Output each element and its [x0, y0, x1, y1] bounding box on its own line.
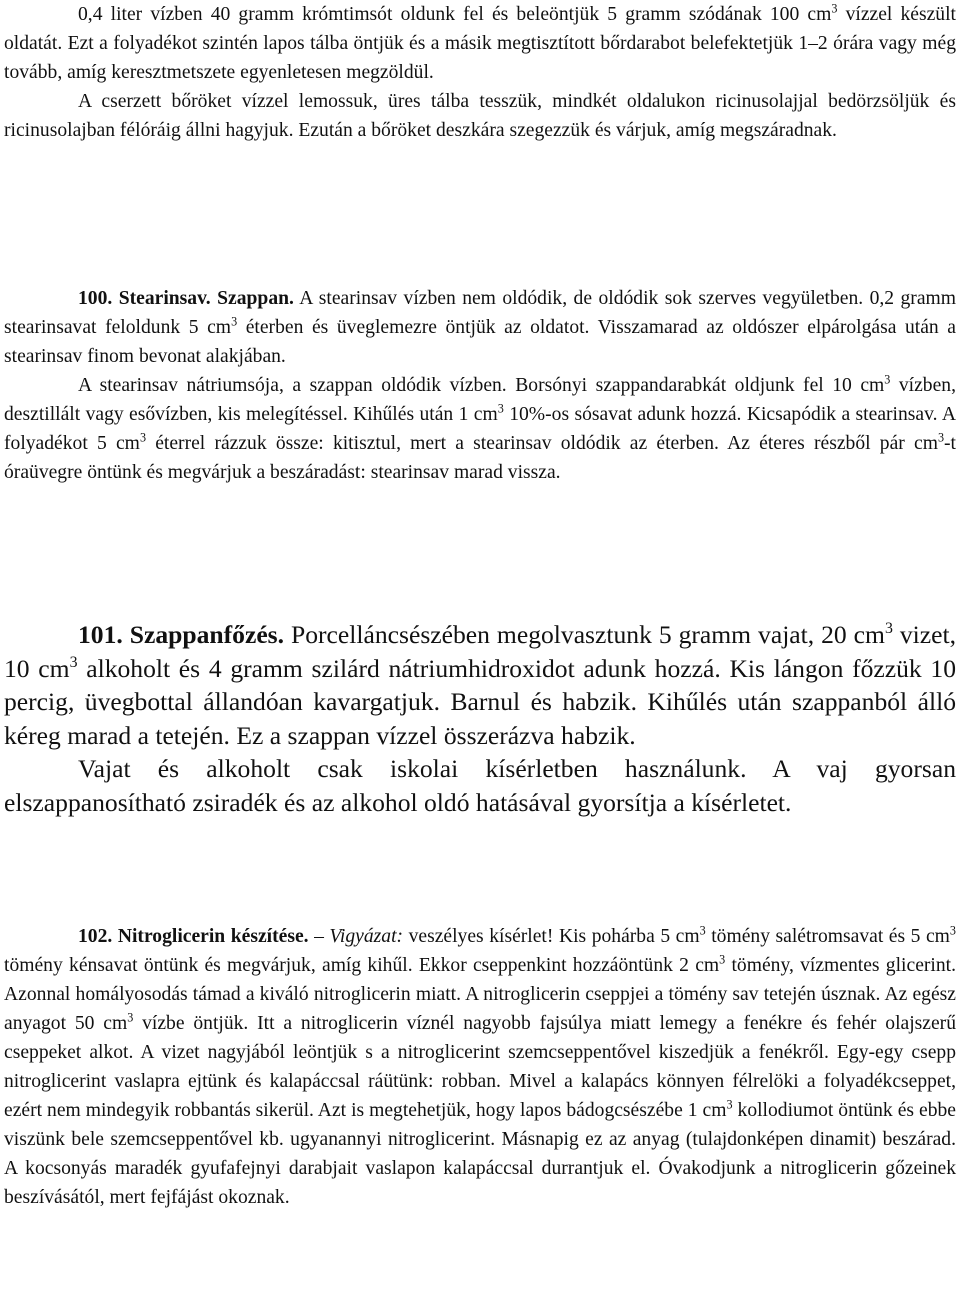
superscript: 3 [127, 1010, 134, 1025]
superscript: 3 [699, 923, 706, 938]
paragraph: A cserzett bőröket vízzel lemossuk, üres tálba tesszük, mindkét oldalukon ricinusolajjal bedörzsöljük és ricinusolajban félóráig állni hagyjuk. Ezután a bőröket deszkára szegezzük és várjuk, amíg megszáradnak. [4, 91, 956, 141]
superscript: 3 [139, 430, 147, 445]
superscript: 3 [726, 1097, 733, 1112]
text-run: tömény salétromsavat és 5 cm [705, 926, 950, 947]
section-szappanfozes [4, 618, 956, 819]
section-heading: 102. Nitroglicerin készítése. [78, 926, 309, 947]
text-run: tömény kénsavat öntünk és megvárjuk, amíg kihűl. Ekkor cseppenkint hozzáöntünk 2 cm [4, 955, 720, 976]
warning-label: Vigyázat: [329, 926, 404, 947]
superscript: 3 [884, 620, 893, 638]
superscript: 3 [937, 430, 945, 445]
text-run: A stearinsav nátriumsója, a szappan oldódik vízben. Borsónyi szappandarabkát oldjunk fel 10 cm [78, 375, 885, 396]
text-run: veszélyes kísérlet! Kis pohárba 5 cm [403, 926, 700, 947]
section-stearinsav [4, 284, 956, 487]
text-run: éterben és üveglemezre öntjük az oldatot. Visszamarad az oldószer elpárolgása után a stearinsav finom bevonat alakjában. [4, 317, 957, 367]
superscript: 3 [831, 1, 838, 16]
superscript: 3 [231, 314, 238, 329]
text-run: 0,4 liter vízben 40 gramm krómtimsót oldunk fel és beleöntjük 5 gramm szódának 100 cm [78, 4, 832, 25]
paragraph [4, 618, 956, 752]
text-run: vízzel készült oldatát. Ezt a folyadékot szintén lapos tálba öntjük és a másik megtisztított bőrdarabot belefektetjük 1–2 órára vagy még tovább, amíg keresztmetszete egyenletesen megzöldül. [4, 4, 956, 83]
paragraph [4, 0, 956, 87]
section-heading: 101. Szappanfőzés. [78, 620, 285, 649]
text-run: vízbe öntjük. Itt a nitroglicerin víznél nagyobb fajsúlya miatt lemegy a fenékre és fehér olajszerű cseppeket alkot. A vizet nagyjából leöntjük s a nitroglicerint szemcseppentővel kiszedjük a fenékről. Egy-egy csepp nitroglicerint vaslapra ejtünk és kalapáccsal ráütünk: robban. Mivel a kalapács könnyen félrelöki a folyadékcseppet, ezért nem mindegyik robbantás sikerül. Azt is megtehetjük, hogy lapos bádogcsészébe 1 cm [4, 1013, 956, 1121]
paragraph [4, 922, 956, 1212]
superscript: 3 [69, 653, 78, 671]
text-run: vízben, desztillált vagy esővízben, kis melegítéssel. Kihűlés után 1 cm [4, 375, 957, 425]
section-cserzes [4, 0, 956, 145]
text-run: tömény, vízmentes glicerint. Azonnal homályosodás támad a kiváló nitroglicerin miatt. A nitroglicerin cseppjei a tömény sav tetején úsznak. Az egész anyagot 50 cm [4, 955, 956, 1034]
paragraph: Vajat és alkoholt csak iskolai kísérletben használunk. A vaj gyorsan elszappanosítható zsiradék és az alkohol oldó hatásával gyorsítja a kísérletet. [4, 754, 956, 817]
superscript: 3 [884, 372, 891, 387]
superscript: 3 [719, 952, 726, 967]
dash: – [308, 926, 330, 947]
superscript: 3 [949, 923, 956, 938]
text-run: alkoholt és 4 gramm szilárd nátriumhidroxidot adunk hozzá. Kis lángon főzzük 10 percig, üvegbottal állandóan kavargatjuk. Barnul és habzik. Kihűlés után szappanból álló kéreg marad a tetején. Ez a szappan vízzel összerázva habzik. [4, 653, 957, 750]
text-run: éterrel rázzuk össze: kitisztul, mert a stearinsav oldódik az éterben. Az éteres részből pár cm [146, 433, 938, 454]
text-run: -t óraüvegre öntünk és megvárjuk a beszáradást: stearinsav marad vissza. [4, 433, 956, 483]
section-nitroglicerin [4, 922, 956, 1212]
paragraph [4, 371, 956, 487]
text-run: 10%-os sósavat adunk hozzá. Kicsapódik a stearinsav. A folyadékot 5 cm [4, 404, 956, 454]
section-heading: 100. Stearinsav. Szappan. [78, 288, 294, 309]
superscript: 3 [497, 401, 504, 416]
text-run: Porcelláncsészében megolvasztunk 5 gramm vajat, 20 cm [284, 620, 885, 649]
text-run: A stearinsav vízben nem oldódik, de oldódik sok szerves vegyületben. 0,2 gramm stearinsavat feloldunk 5 cm [4, 288, 956, 338]
paragraph [4, 284, 956, 371]
text-run: vizet, 10 cm [4, 620, 956, 683]
text-run: kollodiumot öntünk és ebbe viszünk bele szemcseppentővel kb. ugyanannyi nitroglicerint. Másnapig ez az anyag (tulajdonképen dinamit) beszárad. A kocsonyás maradék gyufafejnyi darabjait vaslapon kalapáccsal durrantjuk el. Óvakodjunk a nitroglicerin gőzeinek beszívásától, mert fejfájást okoznak. [4, 1100, 956, 1208]
